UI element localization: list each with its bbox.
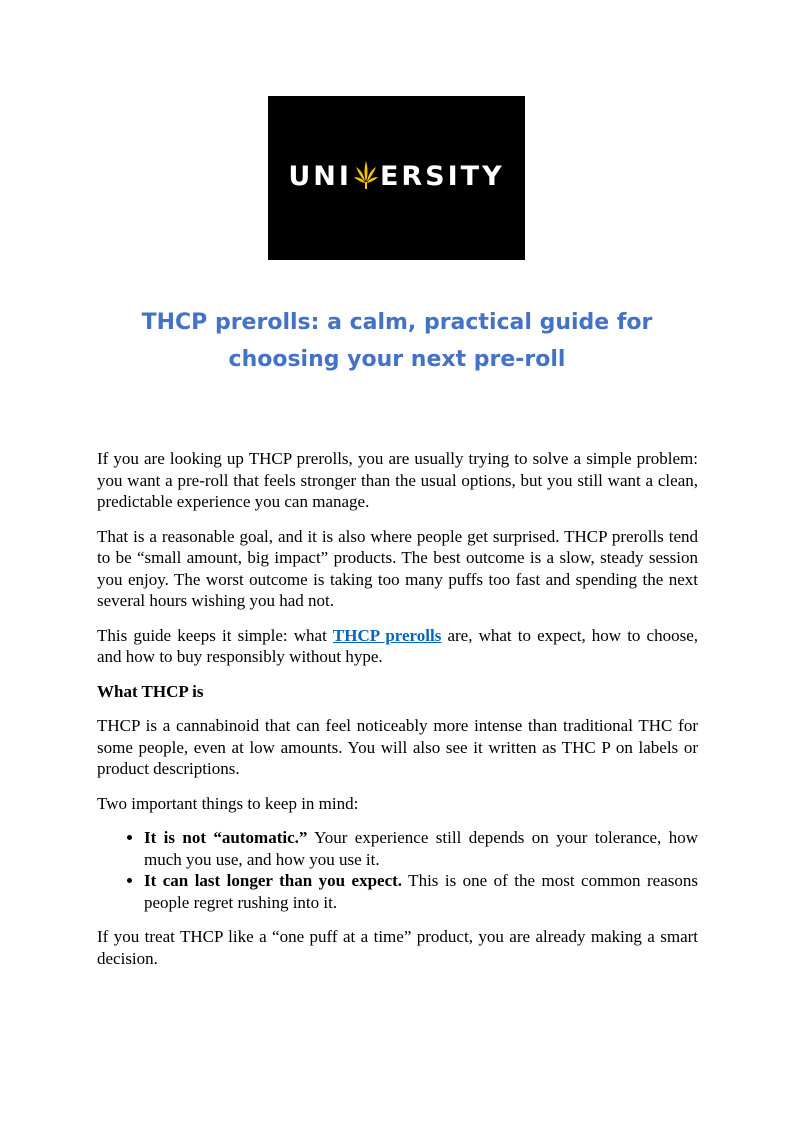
intro-paragraph-1: If you are looking up THCP prerolls, you are usually trying to solve a simple problem: you want a pre-roll that feels stronger than the usual options, but you still want a clean, predictable experience you can manage. <box>97 449 698 511</box>
intro-paragraph-2: That is a reasonable goal, and it is also where people get surprised. THCP prerolls tend to be “small amount, big impact” products. The best outcome is a slow, steady session you enjoy. The worst outcome is taking too many puffs too fast and spending the next several hours wishing you had not. <box>97 526 698 610</box>
title-line-2: choosing your next pre-roll <box>228 347 566 372</box>
section-paragraph-1: THCP is a cannabinoid that can feel noticeably more intense than traditional THC for some people, even at low amounts. You will also see it written as THC P on labels or product descriptions. <box>97 716 698 778</box>
bullet-list <box>97 827 698 913</box>
logo-text-left: UNI <box>288 161 352 192</box>
list-item: • It can last longer than you expect. This is one of the most common reasons people regret rushing into it. <box>144 870 698 913</box>
title-line-1: THCP prerolls: a calm, practical guide for <box>141 310 653 335</box>
logo <box>268 96 525 260</box>
document-body <box>97 448 698 982</box>
cannabis-leaf-icon <box>353 160 379 190</box>
list-item: • It is not “automatic.” Your experience still depends on your tolerance, how much you use, and how you use it. <box>144 827 698 870</box>
logo-wordmark <box>268 160 525 194</box>
section-paragraph-3: If you treat THCP like a “one puff at a time” product, you are already making a smart decision. <box>97 927 698 968</box>
page-title <box>97 304 697 378</box>
thcp-prerolls-link[interactable]: THCP prerolls <box>332 625 442 645</box>
logo-text-right: ERSITY <box>379 161 505 192</box>
section-paragraph-2: Two important things to keep in mind: <box>97 793 359 813</box>
intro-paragraph-3: This guide keeps it simple: what THCP prerolls are, what to expect, how to choose, and how to buy responsibly without hype. <box>97 625 698 666</box>
section-heading: What THCP is <box>97 681 204 701</box>
